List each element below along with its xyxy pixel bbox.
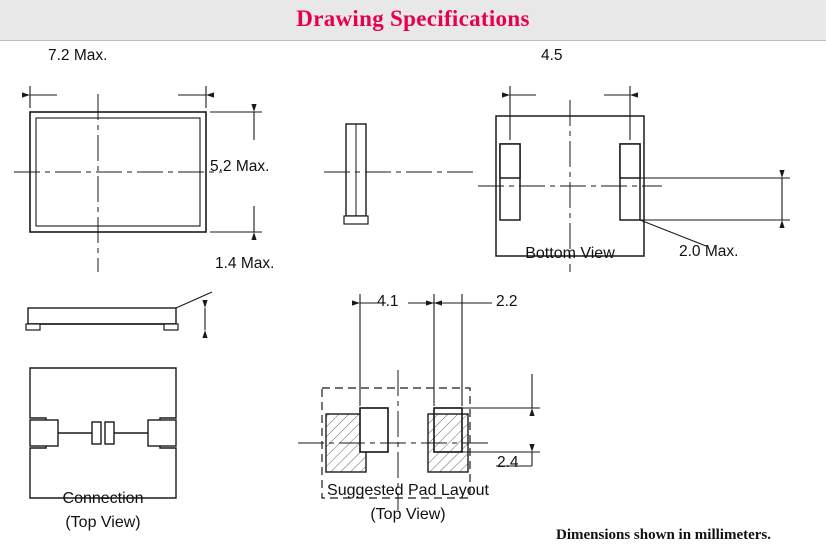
- edge-view-body: [344, 124, 368, 224]
- dim-bottom-depth-max: [640, 178, 790, 246]
- caption-pad-layout-line1: Suggested Pad Layout: [327, 482, 489, 499]
- caption-bottom-view: Bottom View: [525, 245, 615, 262]
- drawing-canvas: [0, 40, 826, 552]
- side-view-body: [26, 308, 178, 330]
- dim-label-bottom-depth-max: 2.0 Max.: [679, 243, 739, 260]
- dim-pad-height: [462, 374, 540, 466]
- dim-thickness-max: [176, 292, 212, 330]
- caption-connection-view-line1: Connection: [62, 490, 144, 507]
- dim-label-pad-height: 2.4: [497, 454, 519, 471]
- dim-label-pad-gap: 2.2: [496, 293, 518, 310]
- dim-label-height-max: 5.2 Max.: [210, 158, 270, 175]
- dim-pad-gap: [434, 294, 492, 406]
- page-title: Drawing Specifications: [296, 6, 530, 31]
- connection-view-body: [30, 368, 176, 498]
- pad-layout-pads: [326, 408, 468, 472]
- dim-label-thickness-max: 1.4 Max.: [215, 255, 275, 272]
- dim-label-bottom-pad-span: 4.5: [541, 47, 563, 64]
- footnote-units: Dimensions shown in millimeters.: [556, 527, 772, 543]
- dim-width-max: [30, 86, 206, 108]
- caption-pad-layout-line2: (Top View): [370, 506, 446, 523]
- technical-drawing-svg: [0, 40, 826, 552]
- dim-label-width-max: 7.2 Max.: [48, 47, 108, 64]
- caption-connection-view-line2: (Top View): [65, 514, 141, 531]
- dim-label-pad-width: 4.1: [377, 293, 399, 310]
